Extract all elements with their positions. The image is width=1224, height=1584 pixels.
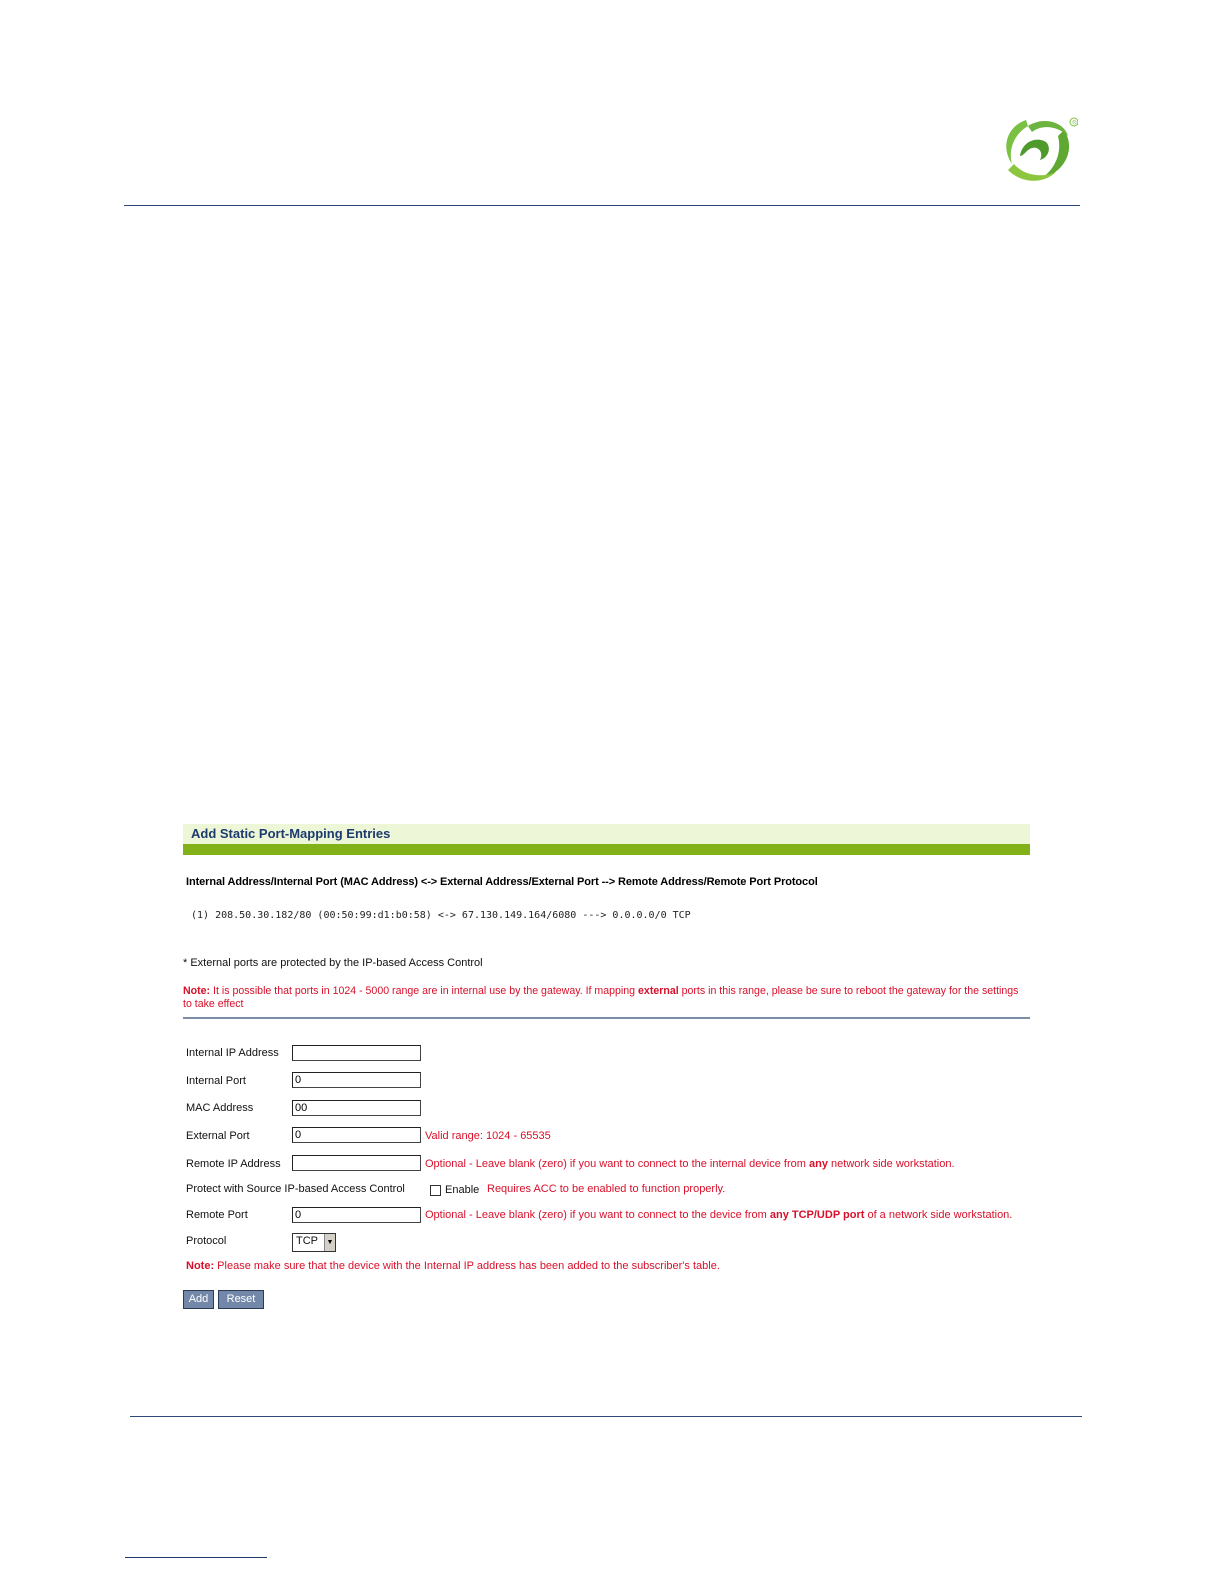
header-divider xyxy=(124,205,1080,206)
remote-port-label: Remote Port xyxy=(186,1209,248,1221)
remote-ip-label: Remote IP Address xyxy=(186,1158,281,1170)
mac-address-label: MAC Address xyxy=(186,1102,254,1114)
internal-port-label: Internal Port xyxy=(186,1075,246,1087)
company-logo xyxy=(998,112,1078,184)
acc-enable-checkbox[interactable] xyxy=(430,1185,441,1196)
warning-label: Note: xyxy=(183,985,211,997)
subscriber-note-text: Please make sure that the device with the Internal IP address has been added to the subscriber's table. xyxy=(217,1260,720,1272)
internal-ip-label: Internal IP Address xyxy=(186,1047,279,1059)
remote-ip-hint-bold: any xyxy=(809,1158,828,1170)
panel-header xyxy=(183,824,1030,844)
warning-text-2: ports in this range, please be sure to reboot the gateway for the settings to take effect xyxy=(183,985,1019,1010)
internal-port-input[interactable] xyxy=(292,1072,421,1088)
remote-port-hint-bold: any TCP/UDP port xyxy=(769,1209,865,1221)
remote-port-hint-text-2: of a network side workstation. xyxy=(867,1209,1013,1221)
protocol-label: Protocol xyxy=(186,1235,227,1247)
subscriber-note-label: Note: xyxy=(186,1260,215,1272)
swirl-logo-icon xyxy=(998,112,1078,184)
remote-ip-hint-text-1: Optional - Leave blank (zero) if you want to connect to the internal device from xyxy=(425,1158,806,1170)
mac-address-input[interactable] xyxy=(292,1100,421,1116)
remote-ip-hint-text-2: network side workstation. xyxy=(831,1158,955,1170)
remote-port-hint-text-1: Optional - Leave blank (zero) if you want to connect to the device from xyxy=(425,1209,767,1221)
panel-title: Add Static Port-Mapping Entries xyxy=(191,826,391,841)
acc-enable-label[interactable]: Enable xyxy=(445,1184,480,1196)
external-ports-note: * External ports are protected by the IP-based Access Control xyxy=(183,957,483,969)
add-button[interactable]: Add xyxy=(183,1290,214,1309)
acc-hint: Requires ACC to be enabled to function properly. xyxy=(487,1183,726,1195)
mapping-entry: (1) 208.50.30.182/80 (00:50:99:d1:b0:58) <-> 67.130.149.164/6080 ---> 0.0.0.0/0 TCP xyxy=(191,910,691,921)
warning-note xyxy=(183,985,1028,1011)
port-mapping-panel xyxy=(183,824,1030,1314)
footnote-divider xyxy=(125,1557,267,1558)
external-port-label: External Port xyxy=(186,1130,250,1142)
mapping-table-header: Internal Address/Internal Port (MAC Address) <-> External Address/External Port --> Remote Address/Remote Port Protocol xyxy=(186,876,818,888)
registered-mark: ® xyxy=(1071,119,1078,127)
remote-port-input[interactable] xyxy=(292,1207,421,1223)
remote-ip-hint xyxy=(425,1158,955,1170)
acc-label: Protect with Source IP-based Access Control xyxy=(186,1183,405,1195)
remote-ip-input[interactable] xyxy=(292,1155,421,1171)
warning-emphasis: external xyxy=(638,985,679,997)
protocol-selected-value: TCP xyxy=(296,1235,318,1247)
external-port-hint: Valid range: 1024 - 65535 xyxy=(425,1130,551,1142)
warning-text-1: It is possible that ports in 1024 - 5000 range are in internal use by the gateway. If mapping xyxy=(213,985,636,997)
chevron-down-icon[interactable]: ▼ xyxy=(324,1234,335,1251)
protocol-select[interactable] xyxy=(292,1233,336,1252)
external-port-input[interactable] xyxy=(292,1127,421,1143)
footer-divider xyxy=(130,1416,1082,1417)
subscriber-note xyxy=(186,1260,720,1272)
internal-ip-input[interactable] xyxy=(292,1045,421,1061)
panel-accent-bar xyxy=(183,844,1030,855)
reset-button[interactable]: Reset xyxy=(218,1290,264,1309)
remote-port-hint xyxy=(425,1209,1012,1221)
section-divider xyxy=(183,1017,1030,1019)
